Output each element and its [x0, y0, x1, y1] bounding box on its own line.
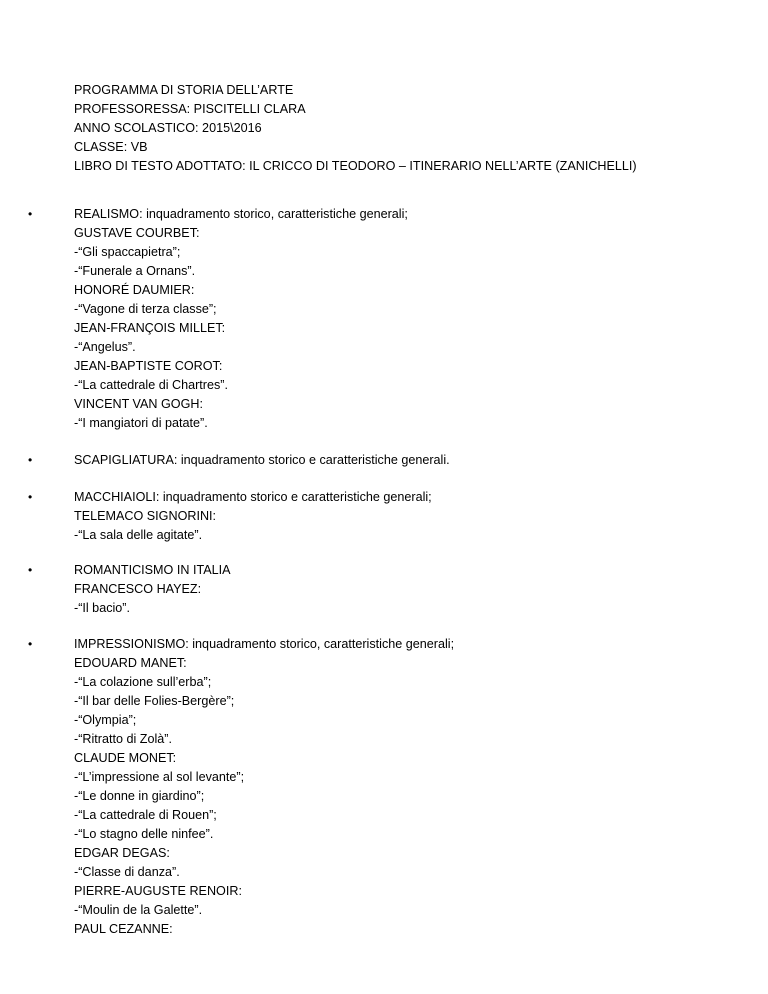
artwork-item: -“I mangiatori di patate”.: [74, 416, 208, 430]
section-realismo: [28, 205, 754, 433]
artwork-item: -“Angelus”.: [74, 340, 136, 354]
artist-name: EDOUARD MANET:: [74, 656, 187, 670]
artist-name: PAUL CEZANNE:: [74, 922, 173, 936]
artist-name: CLAUDE MONET:: [74, 751, 177, 765]
artist-name: PIERRE-AUGUSTE RENOIR:: [74, 884, 242, 898]
artwork-item: -“Olympia”;: [74, 713, 137, 727]
bullet-icon: •: [28, 490, 33, 504]
artwork-item: -“Gli spaccapietra”;: [74, 245, 181, 259]
section-scapigliatura: [28, 451, 754, 470]
section-impressionismo: [28, 635, 754, 939]
artwork-item: -“Moulin de la Galette”.: [74, 903, 203, 917]
artwork-item: -“La colazione sull’erba”;: [74, 675, 212, 689]
artwork-item: -“Il bar delle Folies-Bergère”;: [74, 694, 235, 708]
artwork-item: -“Lo stagno delle ninfee”.: [74, 827, 214, 841]
subject-title: PROGRAMMA DI STORIA DELL’ARTE: [74, 83, 294, 97]
section-heading: REALISMO: inquadramento storico, caratteristiche generali;: [74, 207, 408, 221]
artist-name: VINCENT VAN GOGH:: [74, 397, 203, 411]
artist-name: JEAN-BAPTISTE COROT:: [74, 359, 223, 373]
artwork-item: -“La cattedrale di Chartres”.: [74, 378, 228, 392]
artwork-item: -“L’impressione al sol levante”;: [74, 770, 245, 784]
bullet-icon: •: [28, 563, 33, 577]
teacher-name: PROFESSORESSA: PISCITELLI CLARA: [74, 102, 306, 116]
bullet-icon: •: [28, 637, 33, 651]
section-heading: IMPRESSIONISMO: inquadramento storico, caratteristiche generali;: [74, 637, 455, 651]
artwork-item: -“La cattedrale di Rouen”;: [74, 808, 217, 822]
artist-name: FRANCESCO HAYEZ:: [74, 582, 202, 596]
bullet-icon: •: [28, 207, 33, 221]
artwork-item: -“Classe di danza”.: [74, 865, 180, 879]
bullet-icon: •: [28, 453, 33, 467]
school-year: ANNO SCOLASTICO: 2015\2016: [74, 121, 262, 135]
document-header: [74, 81, 754, 176]
artwork-item: -“Funerale a Ornans”.: [74, 264, 196, 278]
textbook: LIBRO DI TESTO ADOTTATO: IL CRICCO DI TEODORO – ITINERARIO NELL’ARTE (ZANICHELLI): [74, 159, 637, 173]
section-romanticismo: [28, 561, 754, 618]
artwork-item: -“La sala delle agitate”.: [74, 528, 203, 542]
artist-name: EDGAR DEGAS:: [74, 846, 170, 860]
artist-name: TELEMACO SIGNORINI:: [74, 509, 217, 523]
artwork-item: -“Le donne in giardino”;: [74, 789, 205, 803]
section-heading: SCAPIGLIATURA: inquadramento storico e caratteristiche generali.: [74, 453, 450, 467]
artist-name: JEAN-FRANÇOIS MILLET:: [74, 321, 226, 335]
artist-name: HONORÉ DAUMIER:: [74, 283, 195, 297]
artwork-item: -“Ritratto di Zolà”.: [74, 732, 172, 746]
section-heading: MACCHIAIOLI: inquadramento storico e caratteristiche generali;: [74, 490, 432, 504]
artist-name: GUSTAVE COURBET:: [74, 226, 200, 240]
section-heading: ROMANTICISMO IN ITALIA: [74, 563, 231, 577]
section-macchiaioli: [28, 488, 754, 545]
artwork-item: -“Il bacio”.: [74, 601, 130, 615]
class-name: CLASSE: VB: [74, 140, 148, 154]
artwork-item: -“Vagone di terza classe”;: [74, 302, 217, 316]
